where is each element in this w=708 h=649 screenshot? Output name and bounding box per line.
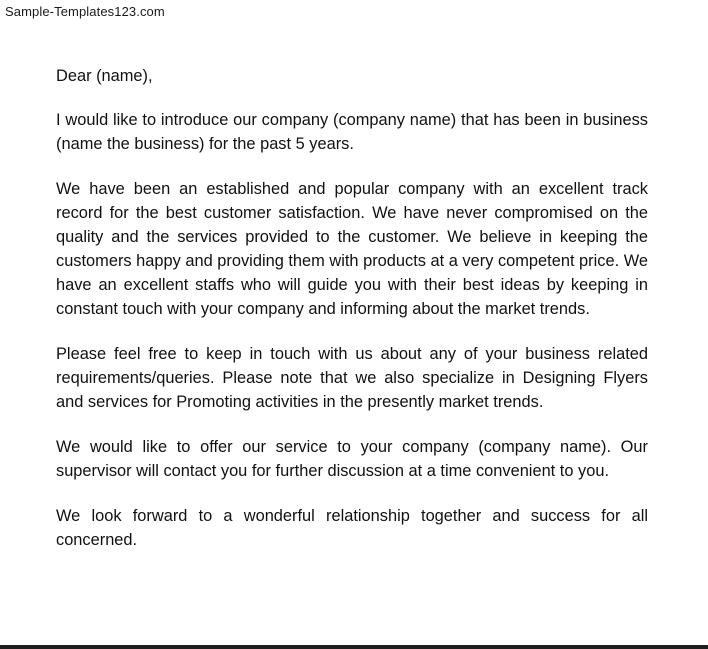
site-watermark: Sample-Templates123.com xyxy=(5,4,165,19)
salutation: Dear (name), xyxy=(56,67,153,85)
letter-body xyxy=(56,64,648,573)
paragraph-company-record: We have been an established and popular company with an excellent track record for the best customer satisfaction. We have never compromised on the quality and the services provided to the customer. We believe in keeping the customers happy and providing them with products at a very competent price. We have an excellent staffs who will guide you with their best ideas by keeping in constant touch with your company and informing about the market trends. xyxy=(56,180,648,318)
paragraph-contact-invitation: Please feel free to keep in touch with us about any of your business related requirements/queries. Please note that we also specialize in Designing Flyers and services for Promoting activities in the presently market trends. xyxy=(56,345,648,411)
paragraph-closing: We look forward to a wonderful relationship together and success for all concerned. xyxy=(56,507,648,549)
paragraph-introduction: I would like to introduce our company (company name) that has been in business (name the business) for the past 5 years. xyxy=(56,111,648,153)
paragraph-service-offer: We would like to offer our service to your company (company name). Our supervisor will contact you for further discussion at a time convenient to you. xyxy=(56,438,648,480)
bottom-border xyxy=(0,645,708,649)
